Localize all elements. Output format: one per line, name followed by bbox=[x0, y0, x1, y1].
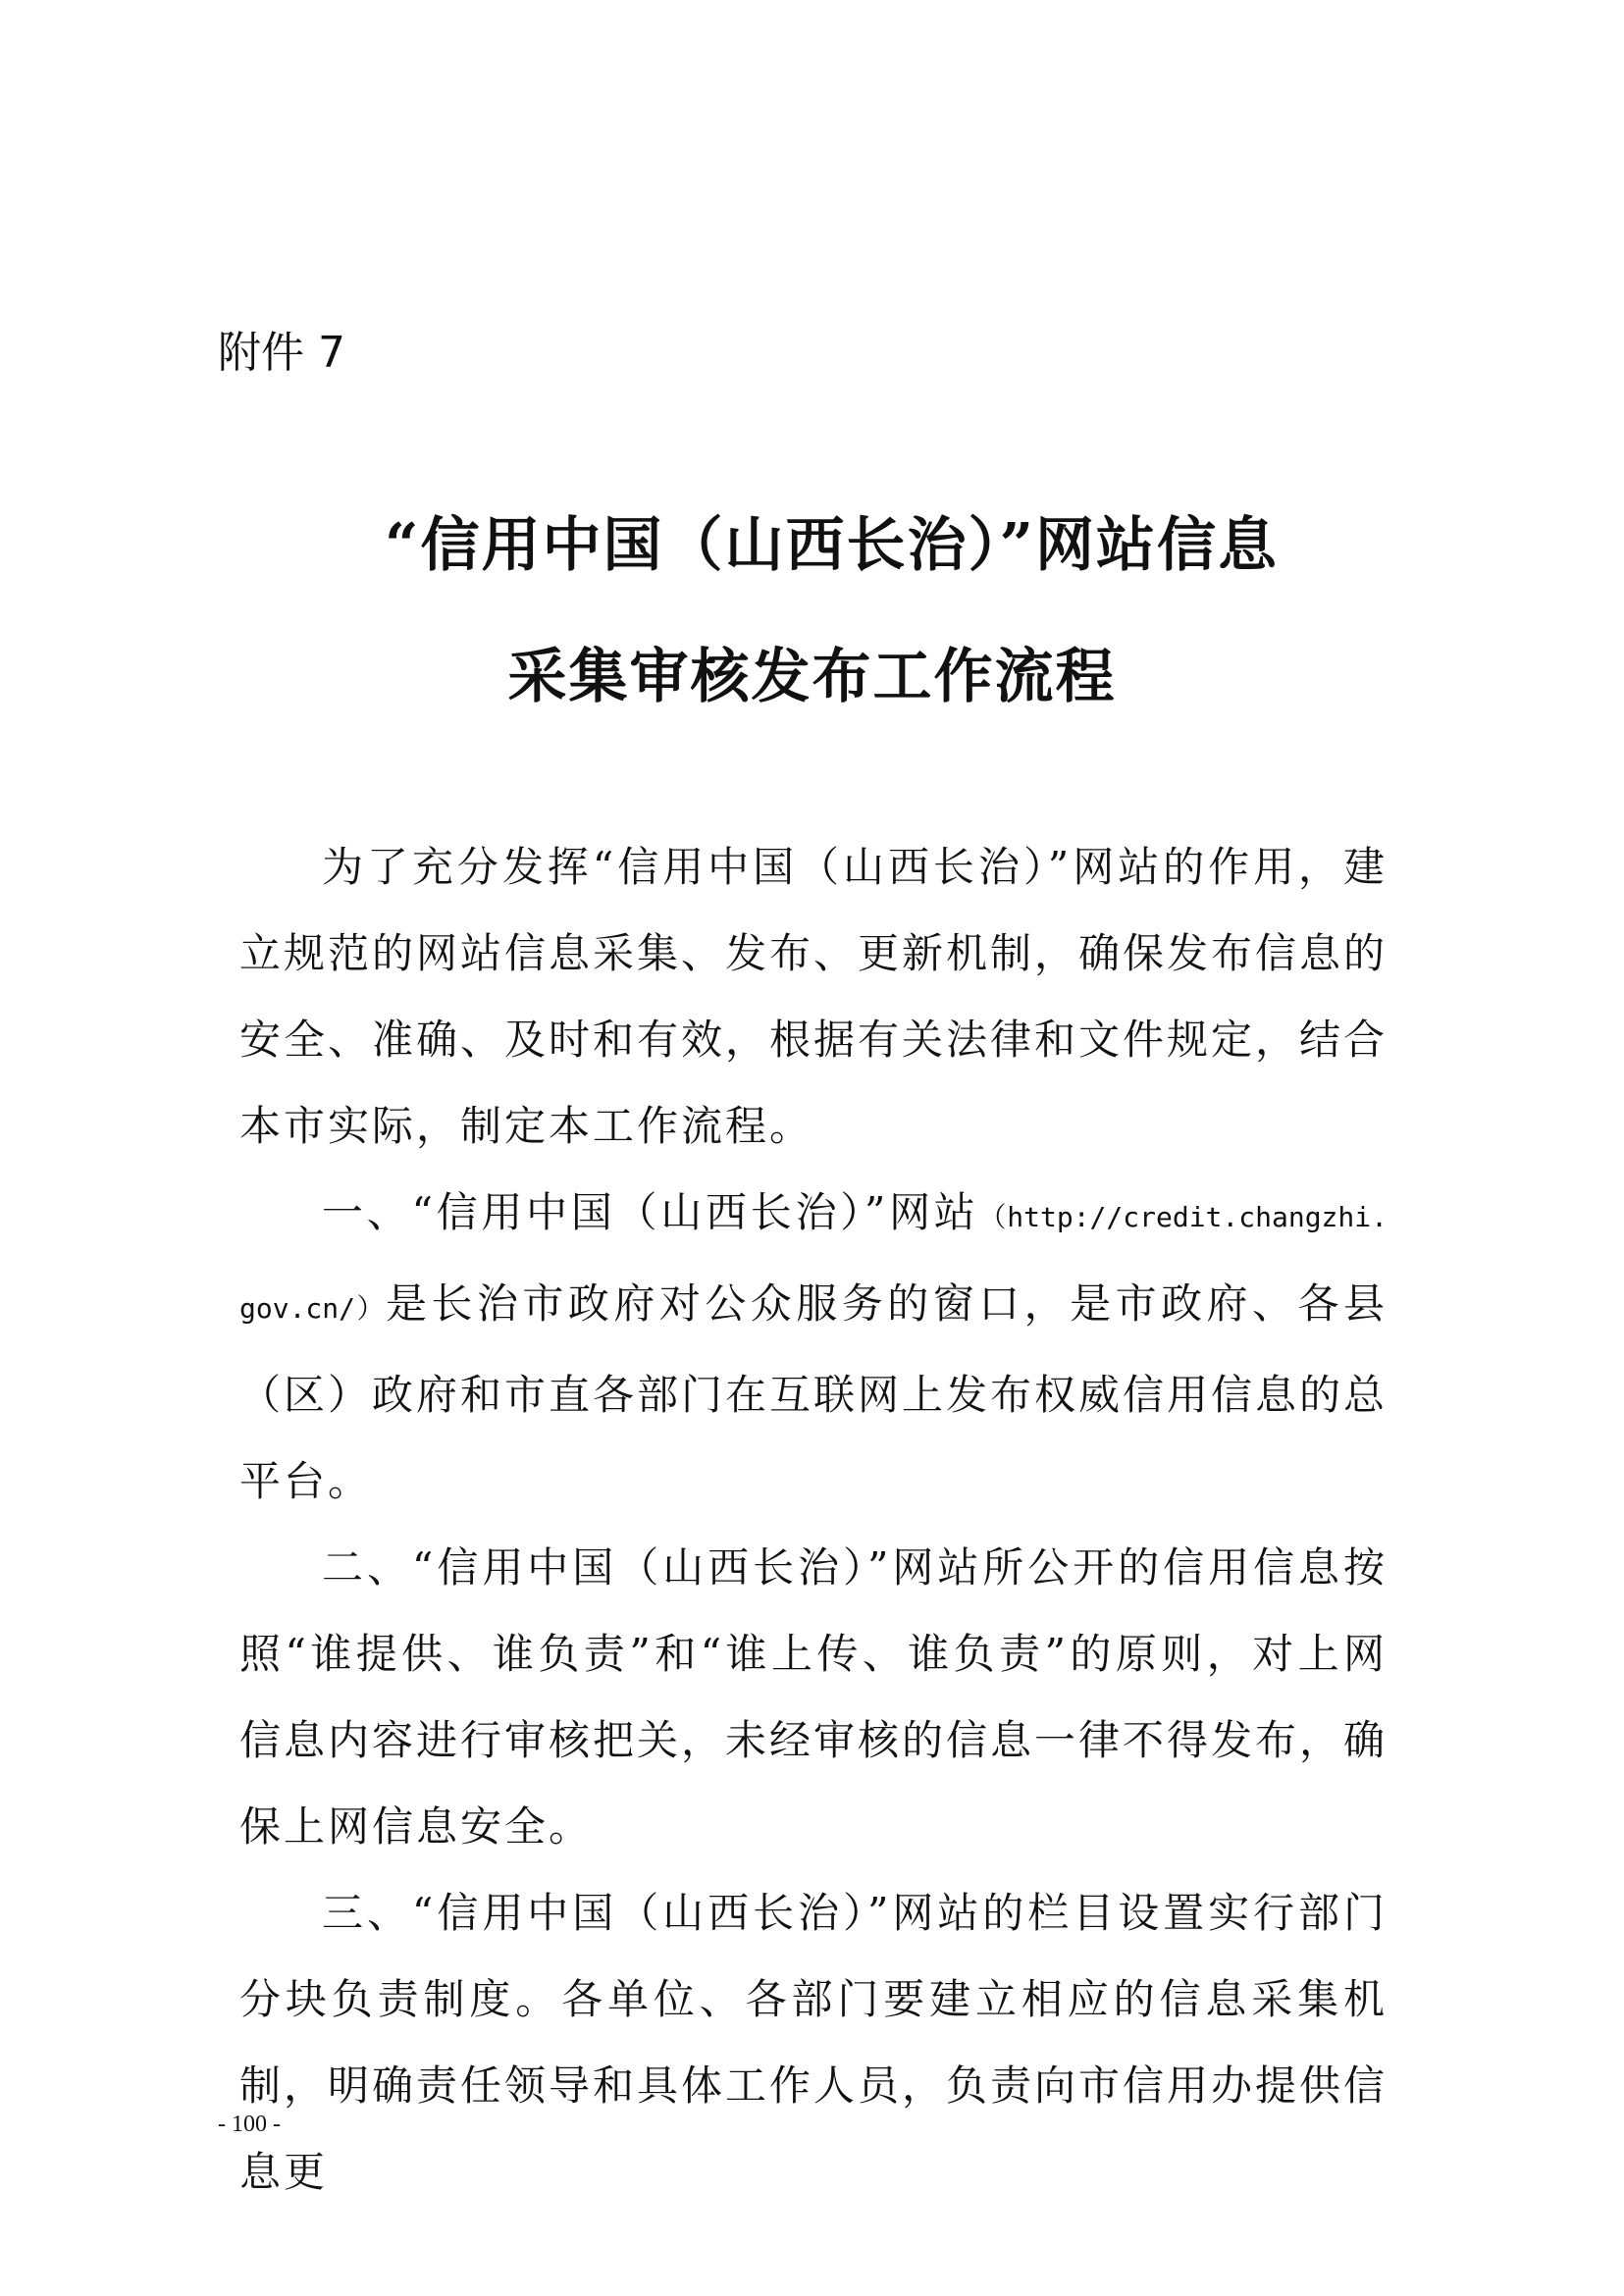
item-1-paragraph bbox=[239, 1170, 1388, 1525]
item-1-prefix: 一、“信用中国（山西长治）”网站 bbox=[322, 1188, 979, 1236]
item-1-suffix: 是长治市政府对公众服务的窗口，是市政府、各县（区）政府和市直各部门在互联网上发布权威信用信息的总平台。 bbox=[239, 1279, 1388, 1505]
item-3-paragraph: 三、“信用中国（山西长治）”网站的栏目设置实行部门分块负责制度。各单位、各部门要建立相应的信息采集机制，明确责任领导和具体工作人员，负责向市信用办提供信息更 bbox=[239, 1889, 1388, 2196]
document-title-line-1: “信用中国（山西长治）”网站信息 bbox=[384, 511, 1280, 580]
document-title-line-2: 采集审核发布工作流程 bbox=[507, 643, 1117, 711]
attachment-label: 附件 7 bbox=[218, 328, 345, 378]
item-2-paragraph: 二、“信用中国（山西长治）”网站所公开的信用信息按照“谁提供、谁负责”和“谁上传、谁负责”的原则，对上网信息内容进行审核把关，未经审核的信息一律不得发布，确保上网信息安全。 bbox=[239, 1543, 1388, 1851]
intro-paragraph: 为了充分发挥“信用中国（山西长治）”网站的作用，建立规范的网站信息采集、发布、更新机制，确保发布信息的安全、准确、及时和有效，根据有关法律和文件规定，结合本市实际，制定本工作流程。 bbox=[239, 843, 1388, 1150]
page-number: - 100 - bbox=[218, 2112, 281, 2137]
document-body bbox=[239, 824, 1388, 2216]
website-url-link[interactable]: （http://credit.changzhi.gov.cn/） bbox=[239, 1201, 1388, 1325]
